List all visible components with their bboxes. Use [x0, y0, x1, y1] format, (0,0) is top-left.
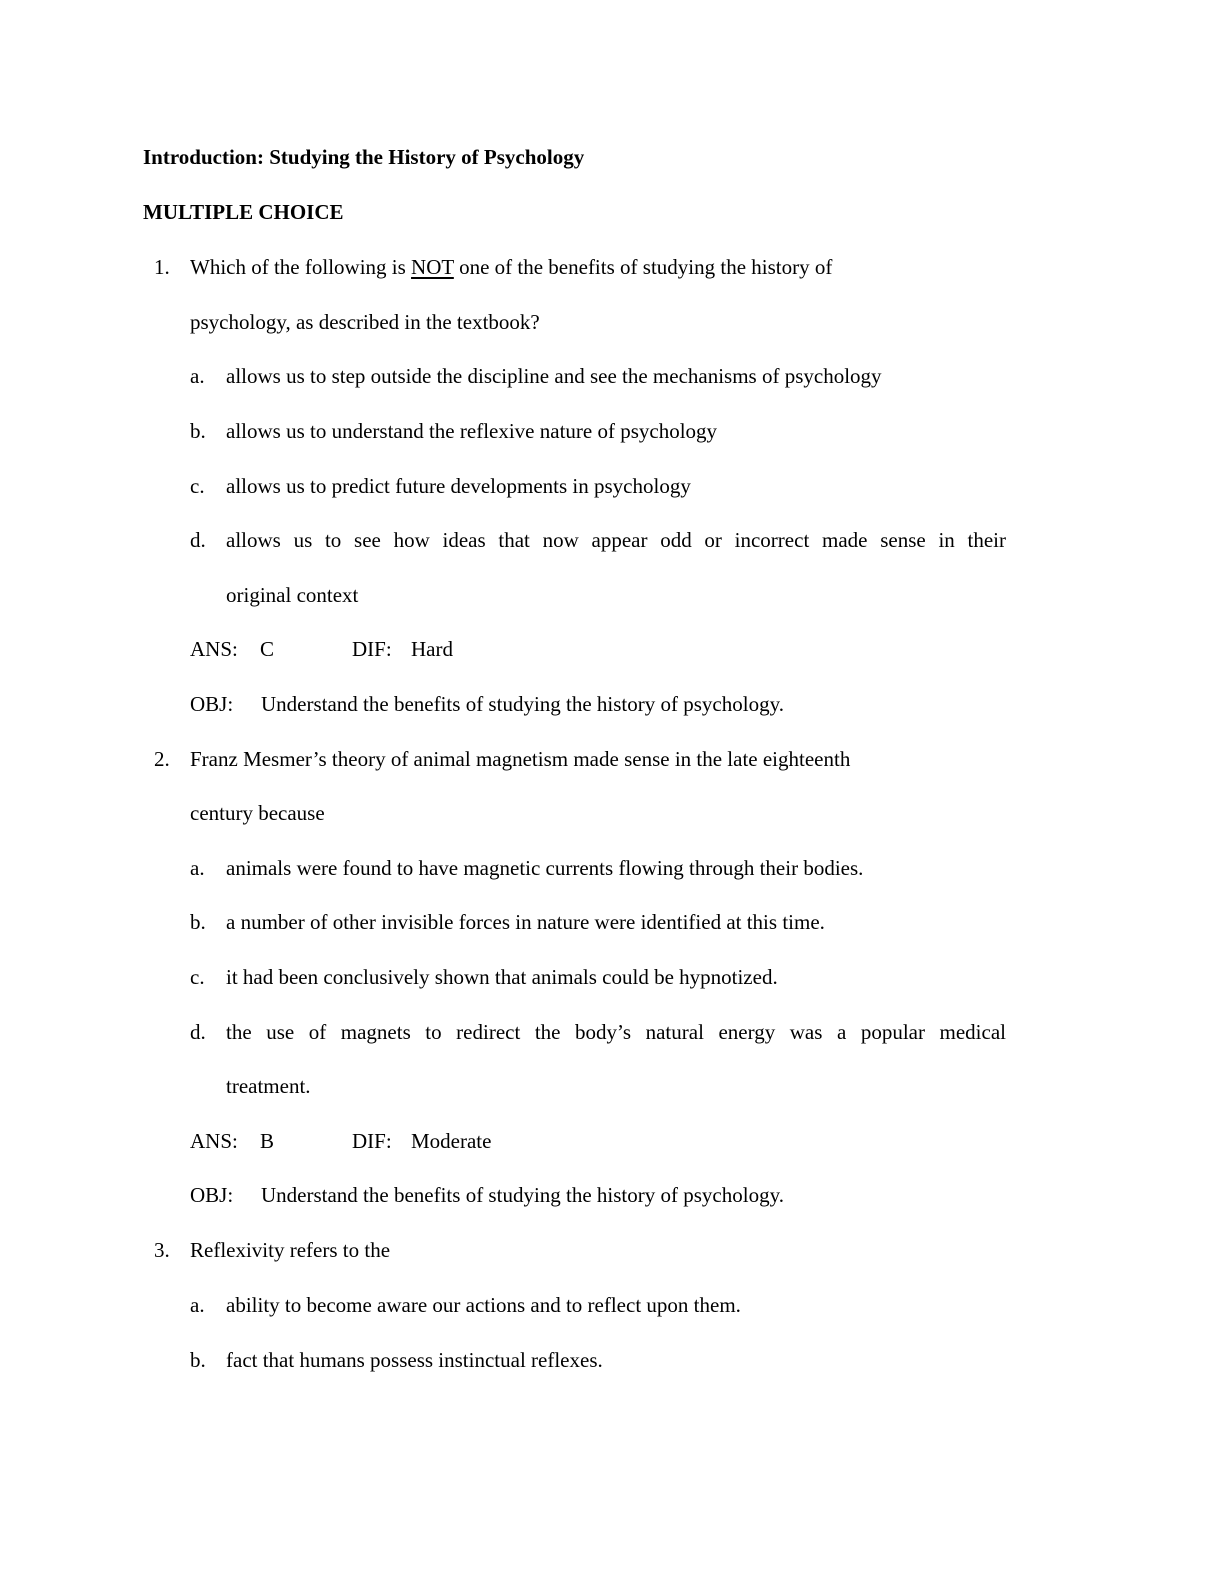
option-letter: a.	[190, 364, 205, 388]
option-text: allows us to understand the reflexive nature of psychology	[226, 419, 718, 443]
option-letter: c.	[190, 965, 205, 989]
option-text: fact that humans possess instinctual reflexes.	[226, 1348, 603, 1372]
document-title: Introduction: Studying the History of Psychology	[143, 145, 585, 169]
question-text-end: one of the benefits of studying the history of	[453, 255, 833, 279]
option-text: allows us to step outside the discipline and see the mechanisms of psychology	[226, 364, 882, 388]
option-letter: b.	[190, 419, 206, 443]
question-text-line2: psychology, as described in the textbook?	[190, 310, 540, 334]
option-text: allows us to see how ideas that now appear odd or incorrect made sense in their	[226, 528, 1006, 552]
option-text-line2: treatment.	[226, 1074, 311, 1098]
answer-value: B	[260, 1129, 275, 1153]
option-text-line2: original context	[226, 583, 359, 607]
difficulty-label: DIF:	[352, 637, 392, 661]
option-letter: d.	[190, 1020, 206, 1044]
option-text: animals were found to have magnetic currents flowing through their bodies.	[226, 856, 864, 880]
question-number: 2.	[154, 747, 170, 771]
section-heading: MULTIPLE CHOICE	[143, 200, 344, 224]
question-text-start: Which of the following is	[190, 255, 412, 279]
question-emphasis: NOT	[411, 255, 454, 279]
option-text: allows us to predict future developments in psychology	[226, 474, 691, 498]
difficulty-value: Moderate	[411, 1129, 492, 1153]
question-number: 3.	[154, 1238, 170, 1262]
question-number: 1.	[154, 255, 170, 279]
answer-label: ANS:	[190, 637, 238, 661]
question-text	[190, 254, 832, 280]
difficulty-value: Hard	[411, 637, 453, 661]
objective-value: Understand the benefits of studying the history of psychology.	[261, 692, 784, 716]
option-letter: a.	[190, 856, 205, 880]
option-letter: c.	[190, 474, 205, 498]
option-text: the use of magnets to redirect the body’s natural energy was a popular medical	[226, 1020, 1006, 1044]
option-letter: b.	[190, 910, 206, 934]
question-text-line2: century because	[190, 801, 325, 825]
option-text: a number of other invisible forces in nature were identified at this time.	[226, 910, 825, 934]
option-text: ability to become aware our actions and to reflect upon them.	[226, 1293, 741, 1317]
question-text: Franz Mesmer’s theory of animal magnetism made sense in the late eighteenth	[190, 747, 851, 771]
answer-value: C	[260, 637, 275, 661]
option-letter: b.	[190, 1348, 206, 1372]
option-letter: d.	[190, 528, 206, 552]
question-text: Reflexivity refers to the	[190, 1238, 391, 1262]
objective-value: Understand the benefits of studying the history of psychology.	[261, 1183, 784, 1207]
objective-label: OBJ:	[190, 1183, 234, 1207]
option-text: it had been conclusively shown that animals could be hypnotized.	[226, 965, 778, 989]
difficulty-label: DIF:	[352, 1129, 392, 1153]
option-letter: a.	[190, 1293, 205, 1317]
answer-label: ANS:	[190, 1129, 238, 1153]
objective-label: OBJ:	[190, 692, 234, 716]
